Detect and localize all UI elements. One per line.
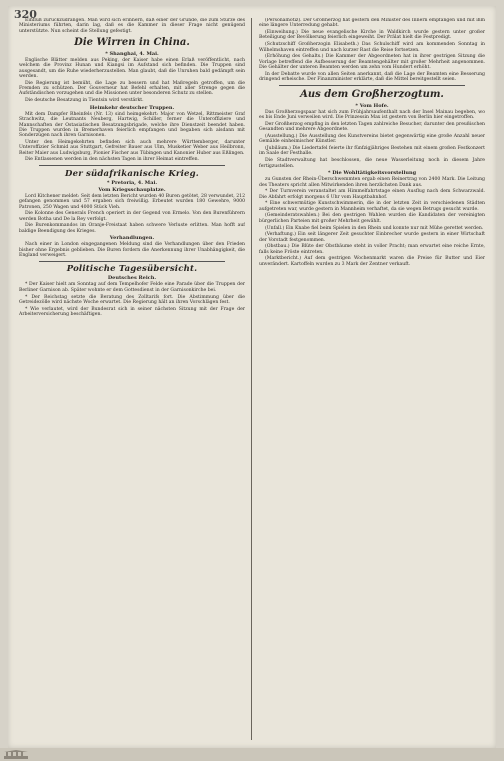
headline-krieg: Der südafrikanische Krieg. — [65, 168, 199, 179]
paragraph: (Personalnotiz). Der Großherzog hat gestern den Minister des Innern empfangen und mit ihm eine längere Unterredung gehabt. — [259, 18, 485, 29]
paragraph: zu Gunsten der Rhein-Überschwemmten ergab einen Reinertrag von 2400 Mark. Die Leitung des Theaters spricht allen Mitwirkenden ihren herzlichsten Dank aus. — [259, 177, 485, 188]
paragraph: Die Burenkommandos im Oranje-Freistaat haben schwere Verluste erlitten. Man hofft auf baldige Beendigung des Krieges. — [19, 223, 245, 234]
paragraph: Der Großherzog empfing in den letzten Tagen zahlreiche Besucher, darunter den preußischen Gesandten und mehrere Abgeordnete. — [259, 121, 485, 133]
divider — [39, 165, 225, 166]
dateline-krieg: * Pretoria, 4. Mai. — [106, 179, 158, 186]
left-column — [19, 18, 245, 740]
paragraph: (Gemeinderatswahlen.) Bei den gestrigen Wahlen wurden die Kandidaten der vereinigten bürgerlichen Parteien mit großer Mehrheit gewählt. — [259, 213, 485, 224]
footer-strip — [0, 748, 504, 761]
paragraph: (Erhöhung des Gehalts.) Die Kammer der Abgeordneten hat in ihrer gestrigen Sitzung die Vorlage betreffend die Aufbesserung der Beamtengehälter mit großer Mehrheit angenommen. Die Gehälter der unteren Beamten werden um zehn vom Hundert erhöht. — [259, 54, 485, 70]
page-number: 320 — [14, 8, 37, 21]
paragraph: * Eine schwermütige Kunstschwimmerin, die in der letzten Zeit in verschiedenen Städten aufgetreten war, wurde gestern in Mannheim verhaftet, da sie wegen Betrugs gesucht wurde. — [259, 201, 485, 212]
paragraph: Die Stadtverwaltung hat beschlossen, die neue Wasserleitung noch in diesem Jahre fertigzustellen. — [259, 158, 485, 169]
paragraph: Die Kolonne des Generals French operiert in der Gegend von Ermelo. Von den Burenführern werden Botha und De la Rey verfolgt. — [19, 211, 245, 222]
paragraph: Unter den Heimgekehrten befinden sich auch mehrere Württemberger, darunter Unteroffizier Schmid aus Stuttgart, Gefreiter Bauer aus Ulm, Musketier Weber aus Heilbronn, Reiter Maier aus Ludwigsburg, Pionier Fischer aus Tübingen und Kanonier Huber aus Eßlingen. — [19, 140, 245, 156]
paragraph: In der Debatte wurde von allen Seiten anerkannt, daß die Lage der Beamten eine Besserung dringend erheische. Der Finanzminister erklärte, daß die Mittel bereitgestellt seien. — [259, 71, 485, 82]
divider — [279, 85, 465, 86]
paragraph: (Ausstellung.) Die Ausstellung des Kunstvereins bietet gegenwärtig eine große Anzahl neuer Gemälde einheimischer Künstler. — [259, 134, 485, 145]
subheading-kriegsschauplatz: Vom Kriegsschauplatze. — [98, 186, 166, 193]
paragraph: (Marktbericht.) Auf dem gestrigen Wochenmarkt waren die Preise für Butter und Eier unverändert. Kartoffeln wurden zu 3 Mark der Zentner verkauft. — [259, 256, 485, 267]
paragraph: Mit dem Dampfer Rheinfels (Nr. 13) sind heimgekehrt: Major von Wetzel, Rittmeister Graf Strachwitz, die Leutnants Neuberg, Hartwig, Schiller, ferner die Unteroffiziere und Mannschaften der Ostasiatischen Besatzungsbrigade, welche ihre Dienstzeit beendet haben. Die Truppen wurden in Bremerhaven feierlich empfangen und begaben sich alsdann mit Sonderzügen nach ihren Garnisonen. — [19, 111, 245, 139]
subheading-verhandlungen: Verhandlungen. — [109, 235, 155, 242]
subheading-heimkehr: Heimkehr deutscher Truppen. — [89, 104, 175, 111]
paragraph: Die deutsche Besatzung in Tientsin wird verstärkt. — [25, 98, 144, 104]
paragraph: Die Entlassenen werden in den nächsten Tagen in ihrer Heimat eintreffen. — [25, 157, 199, 163]
subheading-hofe: * Vom Hofe. — [355, 102, 389, 109]
headline-grossherzogtum: Aus dem Großherzogtum. — [300, 88, 444, 100]
headline-china: Die Wirren in China. — [74, 37, 190, 49]
headline-politik: Politische Tagesübersicht. — [66, 264, 198, 275]
paragraph: Das Großherzogspaar hat sich zum Frühjahrsaufenthalt nach der Insel Mainau begeben, wo es bis Ende Juni verweilen wird. Die Prinzessin Max ist gestern von Berlin hier eingetroffen. — [259, 109, 485, 121]
paragraph: * Der Turnverein veranstaltet am Himmelfahrtstage einen Ausflug nach dem Schwarzwald. Die Abfahrt erfolgt morgens 6 Uhr vom Hauptbahnhof. — [259, 189, 485, 200]
paragraph: Die Regierung ist bemüht, die Lage zu bessern und hat Maßregeln getroffen, um die Fremden zu schützen. Der Gouverneur hat Befehl erhalten, mit aller Strenge gegen die Aufständischen vorzugehen und die Missionen unter besonderen Schutz zu stellen. — [19, 80, 245, 97]
right-column — [259, 18, 485, 740]
paragraph: (Verhaftung.) Ein seit längerer Zeit gesuchter Einbrecher wurde gestern in einer Wirtschaft der Vorstadt festgenommen. — [259, 232, 485, 243]
dateline-china: * Shanghai, 4. Mai. — [105, 51, 159, 58]
library-logo-icon — [4, 750, 28, 759]
paragraph: (Obstbau.) Die Blüte der Obstbäume steht in voller Pracht; man erwartet eine reiche Ernte, falls keine Fröste eintreten. — [259, 244, 485, 255]
intro-paragraph: Einfluß zurückzudrängen. Man wird sich erinnern, daß einer der Gründe, die zum Sturze des Ministeriums führten, darin lag, daß es die Kammer in dieser Frage nicht genügend unterstützte. Nun scheint die Stellung gefestigt. — [19, 18, 245, 34]
paragraph: Nach einer in London eingegangenen Meldung sind die Verhandlungen über den Frieden bisher ohne Ergebnis geblieben. Die Buren fordern die Anerkennung ihrer Unabhängigkeit, die England verweigert. — [19, 242, 245, 259]
paragraph: (Schutzschiff Großherzogin Elisabeth.) Das Schulschiff wird am kommenden Sonntag in Wilhelmshaven eintreffen und nach kurzer Rast die Reise fortsetzen. — [259, 42, 485, 53]
paragraph: * Der Kaiser hielt am Sonntag auf dem Tempelhofer Felde eine Parade über die Truppen der Berliner Garnison ab. Später wohnte er dem Gottesdienst in der Garnisonkirche bei. — [19, 282, 245, 293]
column-rule — [251, 18, 252, 740]
newspaper-page — [8, 6, 496, 748]
subheading-reich: Deutsches Reich. — [107, 275, 157, 282]
paragraph: (Unfall.) Ein Knabe fiel beim Spielen in den Rhein und konnte nur mit Mühe gerettet werden. — [265, 225, 484, 231]
paragraph: Lord Kitchener meldet: Seit dem letzten Bericht wurden 40 Buren getötet, 28 verwundet, 212 gefangen genommen und 57 ergaben sich freiwillig. Erbeutet wurden 180 Gewehre, 9000 Patronen, 250 Wagen und 4000 Stück Vieh. — [19, 193, 245, 210]
subheading-wohltaetigkeit: * Die Wohltätigkeitsvorstellung — [327, 170, 417, 177]
paragraph: * Der Reichstag setzte die Beratung des Zolltarifs fort. Die Abstimmung über die Getreidezölle wird nächste Woche erwartet. Die Regierung hält an ihren Vorschlägen fest. — [19, 294, 245, 305]
paragraph: Englische Blätter melden aus Peking, der Kaiser habe einen Erlaß veröffentlicht, nach welchem die Provinz Hunan und Kiangsi im Aufstand sich befinden. Die Truppen sind ausgesandt, um die Ruhe wiederherzustellen. Man glaubt, daß die Unruhen bald gedämpft sein werden. — [19, 58, 245, 80]
divider — [39, 261, 225, 262]
paragraph: * Wie verlautet, wird der Bundesrat sich in seiner nächsten Sitzung mit der Frage der Arbeiterversicherung beschäftigen. — [19, 306, 245, 317]
paragraph: (Jubiläum.) Die Liedertafel feierte ihr fünfzigjähriges Bestehen mit einem großen Festkonzert im Saale der Festhalle. — [259, 146, 485, 157]
paragraph: (Einweihung.) Die neue evangelische Kirche in Waldkirch wurde gestern unter großer Beteiligung der Bevölkerung feierlich eingeweiht. Der Prälat hielt die Festpredigt. — [259, 30, 485, 41]
